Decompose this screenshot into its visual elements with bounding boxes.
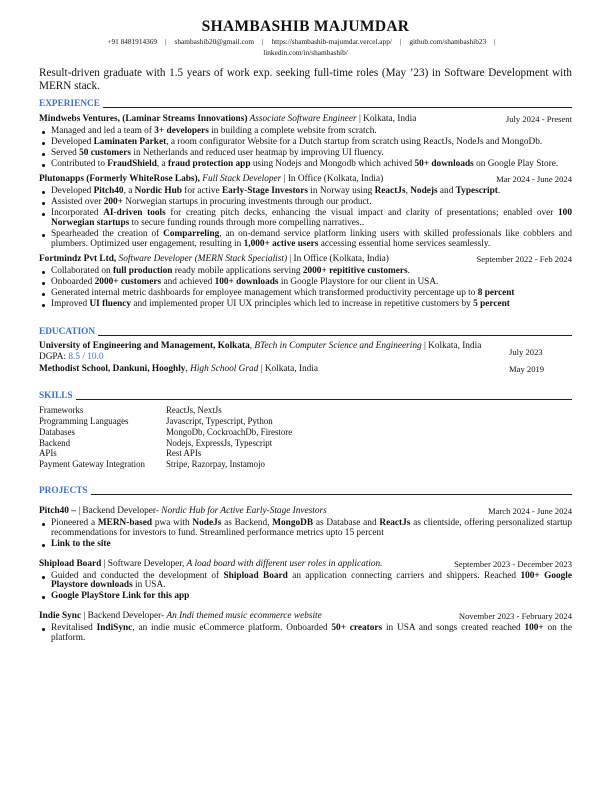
- text-run: MongoDB: [272, 517, 314, 528]
- education-entry: [39, 341, 572, 363]
- entry-date: July 2024 - Present: [505, 114, 572, 124]
- skill-values: MongoDb, CockroachDb, Firestore: [166, 426, 293, 437]
- entry-date: November 2023 - February 2024: [458, 611, 572, 622]
- text-run: 8.5 / 10.0: [68, 352, 104, 363]
- skill-category: Frameworks: [39, 405, 84, 416]
- text-run: 100 Norwegian startups: [51, 208, 572, 229]
- text-run: Fortmindz Pvt Ltd,: [39, 253, 117, 264]
- text-run: in building a complete website from scratch.: [208, 126, 377, 136]
- skill-category: APIs: [39, 448, 57, 459]
- text-run: fraud protection app: [168, 159, 251, 170]
- entry: [39, 174, 572, 250]
- bullet-item: [51, 138, 572, 148]
- text-run: accessing essential home services seamlessly.: [318, 238, 491, 249]
- text-run: Spearheaded the creation of: [51, 229, 164, 240]
- divider: [91, 494, 572, 495]
- text-run: 8 percent: [477, 287, 515, 298]
- text-run: NodeJs: [192, 517, 222, 528]
- bullet-list: [39, 572, 572, 603]
- text-run: to secure funding rounds through more compelling narratives..: [129, 218, 365, 229]
- entry-date: March 2024 - June 2024: [487, 505, 572, 516]
- education-list: [39, 341, 572, 375]
- text-run: Typescript: [455, 186, 498, 197]
- text-run: MERN-based: [97, 517, 153, 528]
- bullet-item: [51, 198, 572, 208]
- text-run: | In Office (Kolkata, India): [281, 174, 384, 185]
- bullet-item: [51, 230, 572, 250]
- text-run: University of Engineering and Management, Kolkata: [39, 341, 250, 352]
- education-date: May 2019: [509, 364, 545, 375]
- text-run: ,: [405, 186, 411, 197]
- text-run: .: [407, 265, 410, 276]
- text-run: Nordic Hub: [134, 186, 182, 197]
- linkedin-line: [39, 47, 572, 58]
- email-link[interactable]: shambashib20@gmail.com: [174, 37, 255, 46]
- entry: [39, 559, 572, 603]
- bullet-list: [39, 519, 572, 550]
- text-run: , a room configurator Website for a Dutch startup from scratch using ReactJs, NodeJs and MongoDb.: [166, 137, 543, 148]
- skill-category: Payment Gateway Integration: [39, 459, 145, 470]
- bullet-item: [51, 624, 572, 644]
- text-run: , an indie music eCommerce platform. Onboarded: [132, 623, 332, 634]
- bullet-list: [39, 267, 572, 310]
- text-run: in Norway using: [307, 186, 375, 197]
- entry-title: [39, 611, 442, 622]
- text-run: 1,000+ active users: [243, 238, 319, 249]
- text-run: pwa with: [152, 517, 193, 528]
- skill-row: [39, 405, 572, 416]
- entry: [39, 611, 572, 644]
- text-run: and achieved: [161, 276, 215, 287]
- text-run: AI-driven tools: [103, 208, 166, 219]
- text-run: Developed: [51, 186, 94, 197]
- text-run: Laminaten Parket: [93, 137, 167, 148]
- skill-row: [39, 448, 572, 459]
- github-link[interactable]: github.com/shambashib23: [409, 37, 487, 46]
- text-run: in Google Playstore for our client in USA.: [278, 276, 439, 287]
- link[interactable]: Link to the site: [51, 538, 111, 549]
- skill-values: Rest APIs: [166, 448, 202, 459]
- bullet-item: [51, 300, 572, 310]
- text-run: Software Developer (MERN Stack Specialist): [116, 253, 288, 264]
- skill-category: Programming Languages: [39, 415, 129, 426]
- entry-header: [39, 611, 572, 622]
- text-run: Early-Stage Investors: [221, 186, 308, 197]
- skill-values: Javascript, Typescript, Python: [166, 415, 273, 426]
- text-run: Assisted over: [51, 197, 104, 208]
- entry-date: Mar 2024 - June 2024: [496, 174, 572, 185]
- entry-title: [39, 174, 486, 185]
- divider: [76, 399, 572, 400]
- bullet-item: [51, 278, 572, 288]
- summary: Result-driven graduate with 1.5 years of work exp. seeking full-time roles (May ’23) in Software Development with MERN stack.: [39, 67, 572, 92]
- text-run: Pitch40 –: [39, 505, 79, 516]
- education-date: July 2023: [509, 346, 543, 357]
- text-run: on Google Play Store.: [473, 159, 559, 170]
- bullet-list: [39, 127, 572, 170]
- text-run: UI fluency: [89, 299, 132, 310]
- text-run: | Backend Developer-: [78, 505, 162, 516]
- text-run: Shipload Board: [39, 558, 104, 569]
- text-run: An Indi themed music ecommerce website: [166, 611, 322, 622]
- text-run: Comparreling: [163, 229, 220, 240]
- bullet-list: [39, 624, 572, 644]
- text-run: High School Grad: [190, 364, 259, 375]
- text-run: 50+ creators: [331, 623, 383, 634]
- text-run: Nordic Hub for Active Early-Stage Investors: [161, 505, 327, 516]
- bullet-item: [51, 592, 572, 602]
- entry-title: [39, 506, 442, 517]
- entry-date: September 2023 - December 2023: [454, 558, 572, 569]
- education-entry: [39, 364, 572, 375]
- text-run: Contributed to: [51, 159, 108, 170]
- separator: |: [399, 37, 402, 46]
- resume-page: [39, 18, 572, 645]
- text-run: | Software Developer,: [103, 558, 187, 569]
- text-run: ReactJs: [379, 517, 411, 528]
- section-title: SKILLS: [39, 391, 73, 402]
- skill-row: [39, 416, 572, 427]
- portfolio-link[interactable]: https://shambashib-majumdar.vercel.app/: [271, 37, 392, 46]
- text-run: Guided and conducted the development of: [51, 570, 224, 581]
- entry: [39, 114, 572, 170]
- text-run: 100+ Google Playstore downloads: [51, 570, 572, 591]
- text-run: | In Office (Kolkata, India): [287, 253, 389, 264]
- section-header-education: [39, 327, 572, 338]
- text-run: 3+ developers: [154, 126, 209, 136]
- text-run: | Kolkata, India: [258, 364, 319, 375]
- text-run: in USA.: [132, 580, 166, 591]
- section-header-projects: [39, 486, 572, 497]
- bullet-list: [39, 187, 572, 250]
- text-run: , a: [156, 159, 169, 170]
- entry-header: [39, 174, 572, 185]
- section-title: EXPERIENCE: [39, 99, 100, 109]
- separator: |: [262, 37, 264, 46]
- phone: +91 8481914369: [107, 37, 158, 46]
- bullet-item: [51, 187, 572, 197]
- entry-header: [39, 254, 572, 265]
- text-run: | Kolkata, India: [356, 114, 417, 124]
- text-run: Pitch40: [93, 186, 124, 197]
- text-run: as Backend,: [221, 517, 273, 528]
- bullet-item: [51, 160, 572, 170]
- text-run: A load board with different user roles in application.: [186, 558, 383, 569]
- linkedin-link[interactable]: linkedin.com/in/shambashib/: [263, 48, 348, 57]
- text-run: as Database and: [313, 517, 380, 528]
- text-run: 200+: [103, 197, 123, 208]
- skill-row: [39, 427, 572, 438]
- entry-header: [39, 559, 572, 570]
- divider: [103, 107, 572, 108]
- text-run: Full Stack Developer: [199, 174, 282, 185]
- text-run: Incorporated: [51, 208, 104, 219]
- text-run: for creating pitch decks, enhancing the visual impact and clarity of presentations; enabled over: [165, 208, 559, 219]
- text-run: 100+ downloads: [214, 276, 279, 287]
- text-run: , a: [123, 186, 135, 197]
- entry: [39, 506, 572, 550]
- separator: |: [165, 37, 167, 46]
- section-header-skills: [39, 391, 572, 402]
- text-run: 2000+ repititive customers: [302, 265, 408, 276]
- experience-list: [39, 114, 572, 310]
- skill-values: ReactJs, NextJs: [166, 405, 222, 416]
- text-run: 2000+ customers: [94, 276, 162, 287]
- section-header-experience: [39, 99, 572, 110]
- text-run: for active: [181, 186, 222, 197]
- divider: [98, 335, 572, 336]
- text-run: | Backend Developer-: [83, 611, 167, 622]
- text-run: IndiSync: [96, 623, 133, 634]
- text-run: in USA and songs created reached: [382, 623, 525, 634]
- section-title: PROJECTS: [39, 485, 88, 496]
- text-run: , an on-demand service platform linking users with skilled professionals like cobblers and plumbers. Optimized user engagement, resulting in: [51, 229, 572, 249]
- skill-row: [39, 459, 572, 470]
- text-run: Onboarded: [51, 276, 95, 287]
- text-run: Methodist School, Dankuni, Hooghly: [39, 364, 186, 375]
- text-run: an application connecting carriers and shippers. Reached: [287, 570, 521, 581]
- bullet-item: [51, 289, 572, 299]
- contact-line: [39, 36, 572, 47]
- text-run: Pioneered a: [51, 517, 98, 528]
- text-run: Generated internal metric dashboards for employee management which transformed productivity percentage up to: [51, 287, 478, 298]
- bullet-item: [51, 540, 572, 550]
- text-run: Collaborated on: [51, 265, 113, 276]
- projects-list: [39, 506, 572, 644]
- skill-values: Nodejs, ExpressJs, Typescript: [166, 437, 273, 448]
- link[interactable]: Google PlayStore Link for this app: [51, 591, 190, 602]
- text-run: .: [497, 186, 501, 197]
- bullet-item: [51, 267, 572, 277]
- text-run: 5 percent: [473, 299, 510, 310]
- text-run: FraudShield: [107, 159, 157, 170]
- text-run: Nodejs: [410, 186, 438, 197]
- text-run: on the platform.: [51, 623, 572, 644]
- text-run: using Nodejs and Mongodb which achived: [250, 159, 415, 170]
- skills-table: [39, 405, 572, 470]
- text-run: and implemented proper UI UX principles which led to increase in repetitive customers by: [131, 299, 474, 310]
- skill-category: Databases: [39, 426, 75, 437]
- text-run: and: [437, 186, 456, 197]
- text-run: 50+ downloads: [414, 159, 474, 170]
- section-title: EDUCATION: [39, 327, 96, 338]
- text-run: Associate Software Engineer: [247, 114, 357, 124]
- text-run: ,: [185, 364, 191, 375]
- text-run: as clientside, offering personalized startup recommendations for investors to fund. Streamlined performance metrics upto 15 percent: [51, 517, 572, 538]
- text-run: Developed: [51, 137, 94, 148]
- text-run: Plutonapps (Formerly WhiteRose Labs),: [39, 174, 200, 185]
- entry-header: [39, 114, 572, 125]
- education-title: [39, 364, 499, 375]
- text-run: Mindwebs Ventures, (Laminar Streams Innovations): [39, 114, 248, 124]
- text-run: in Netherlands and reduced user heatmap by improving UI fluency.: [131, 148, 384, 159]
- separator: |: [494, 37, 496, 46]
- education-title: [39, 341, 499, 363]
- text-run: ReactJs: [374, 186, 406, 197]
- skill-values: Stripe, Razorpay, Instamojo: [166, 459, 265, 470]
- text-run: Norwegian startups in procuring investments through our product.: [122, 197, 372, 208]
- entry: [39, 254, 572, 310]
- skill-category: Backend: [39, 437, 71, 448]
- text-run: Revitalised: [51, 623, 97, 634]
- entry-title: [39, 559, 442, 570]
- text-run: Shipload Board: [223, 570, 288, 581]
- text-run: ,: [249, 341, 255, 352]
- bullet-item: [51, 209, 572, 229]
- bullet-item: [51, 127, 572, 137]
- bullet-item: [51, 572, 572, 592]
- text-run: | Kolkata, India DGPA:: [39, 341, 482, 363]
- text-run: BTech in Computer Science and Engineering: [254, 341, 422, 352]
- text-run: ready mobile applications serving: [172, 265, 303, 276]
- text-run: Improved: [51, 299, 90, 310]
- text-run: 50 customers: [79, 148, 132, 159]
- skill-row: [39, 438, 572, 449]
- text-run: full production: [112, 265, 173, 276]
- entry-title: [39, 254, 467, 265]
- entry-title: [39, 114, 496, 125]
- bullet-item: [51, 519, 572, 539]
- entry-date: September 2022 - Feb 2024: [476, 253, 572, 264]
- text-run: Served: [51, 148, 80, 159]
- text-run: Indie Sync: [39, 611, 84, 622]
- text-run: Managed and led a team of: [51, 126, 155, 136]
- entry-header: [39, 506, 572, 517]
- text-run: 100+: [524, 623, 544, 634]
- bullet-item: [51, 149, 572, 159]
- candidate-name: SHAMBASHIB MAJUMDAR: [201, 18, 410, 35]
